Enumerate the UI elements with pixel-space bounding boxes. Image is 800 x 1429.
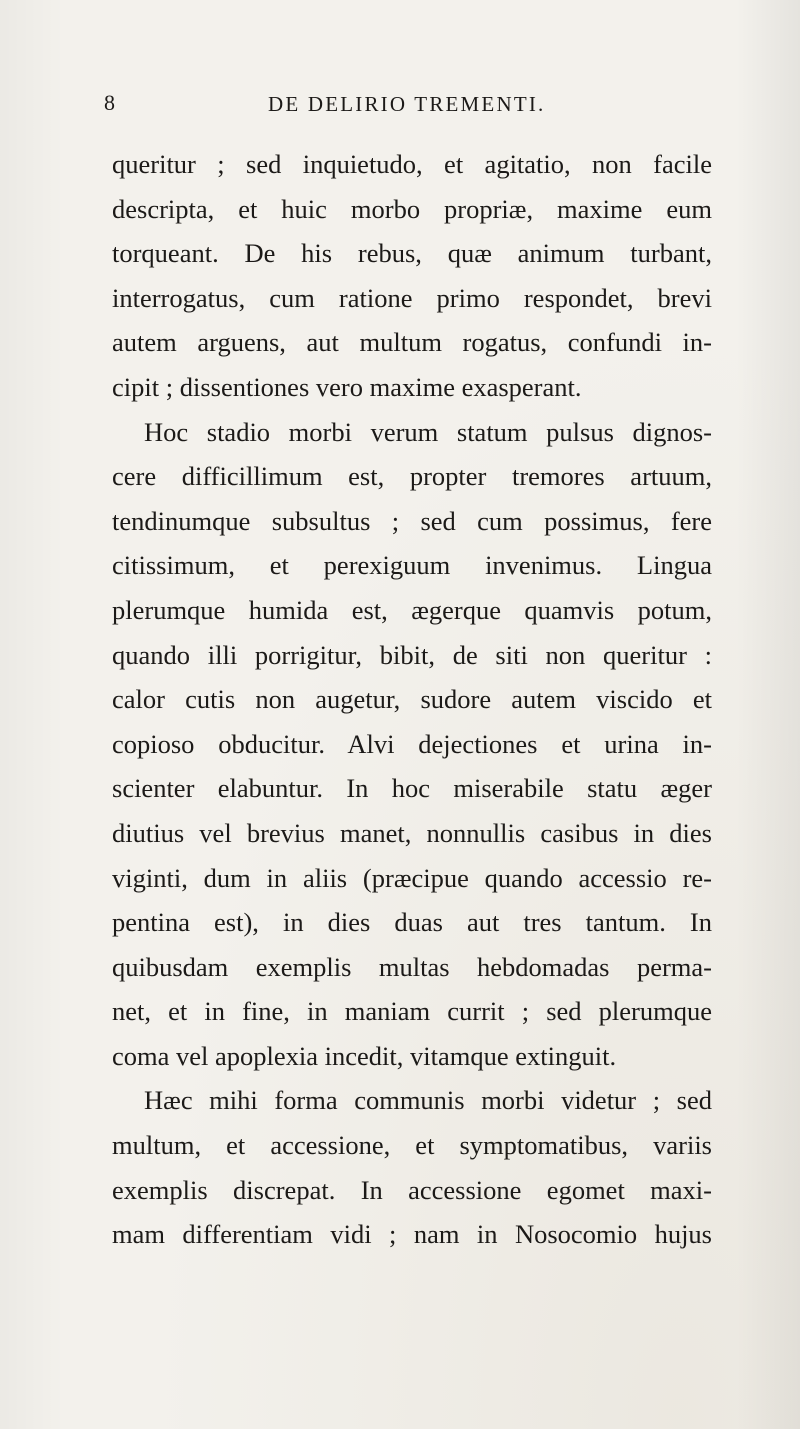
paragraph-end-line: cipit ; dissentiones vero maxime exasperant. [112, 371, 582, 402]
running-head [104, 88, 712, 122]
text-line: autem arguens, aut multum rogatus, confundi in- [112, 327, 712, 358]
text-line: queritur ; sed inquietudo, et agitatio, non facile [112, 149, 712, 179]
text-line: quibusdam exemplis multas hebdomadas perma- [112, 951, 712, 982]
text-line: quando illi porrigitur, bibit, de siti non queritur : [112, 639, 712, 670]
paragraph-start-line: Hoc stadio morbi verum statum pulsus dignos- [144, 416, 712, 447]
text-line: calor cutis non augetur, sudore autem viscido et [112, 684, 712, 715]
page-number: 8 [104, 90, 116, 115]
text-line: copioso obducitur. Alvi dejectiones et urina in- [112, 728, 712, 759]
text-line: torqueant. De his rebus, quæ animum turbant, [112, 238, 712, 269]
text-line: descripta, et huic morbo propriæ, maxime eum [112, 193, 712, 224]
body-text [112, 142, 712, 1257]
text-line: plerumque humida est, ægerque quamvis potum, [112, 594, 712, 625]
text-line: viginti, dum in aliis (præcipue quando accessio re- [112, 862, 712, 893]
paragraph-start-line: Hæc mihi forma communis morbi videtur ; sed [144, 1085, 712, 1116]
text-line: citissimum, et perexiguum invenimus. Lingua [112, 550, 712, 581]
paragraph-end-line: coma vel apoplexia incedit, vitamque extinguit. [112, 1040, 617, 1071]
text-line: exemplis discrepat. In accessione egomet maxi- [112, 1174, 712, 1205]
text-line: multum, et accessione, et symptomatibus, variis [112, 1130, 712, 1161]
text-line: scienter elabuntur. In hoc miserabile statu æger [112, 773, 712, 804]
text-line: diutius vel brevius manet, nonnullis casibus in dies [112, 817, 712, 848]
running-title: DE DELIRIO TREMENTI. [268, 92, 546, 116]
text-line: cere difficillimum est, propter tremores artuum, [112, 461, 712, 492]
text-line: mam differentiam vidi ; nam in Nosocomio hujus [112, 1219, 712, 1250]
text-line: net, et in fine, in maniam currit ; sed plerumque [112, 996, 712, 1027]
text-line: tendinumque subsultus ; sed cum possimus, fere [112, 505, 712, 536]
text-line: interrogatus, cum ratione primo respondet, brevi [112, 282, 712, 313]
text-line: pentina est), in dies duas aut tres tantum. In [112, 907, 712, 938]
